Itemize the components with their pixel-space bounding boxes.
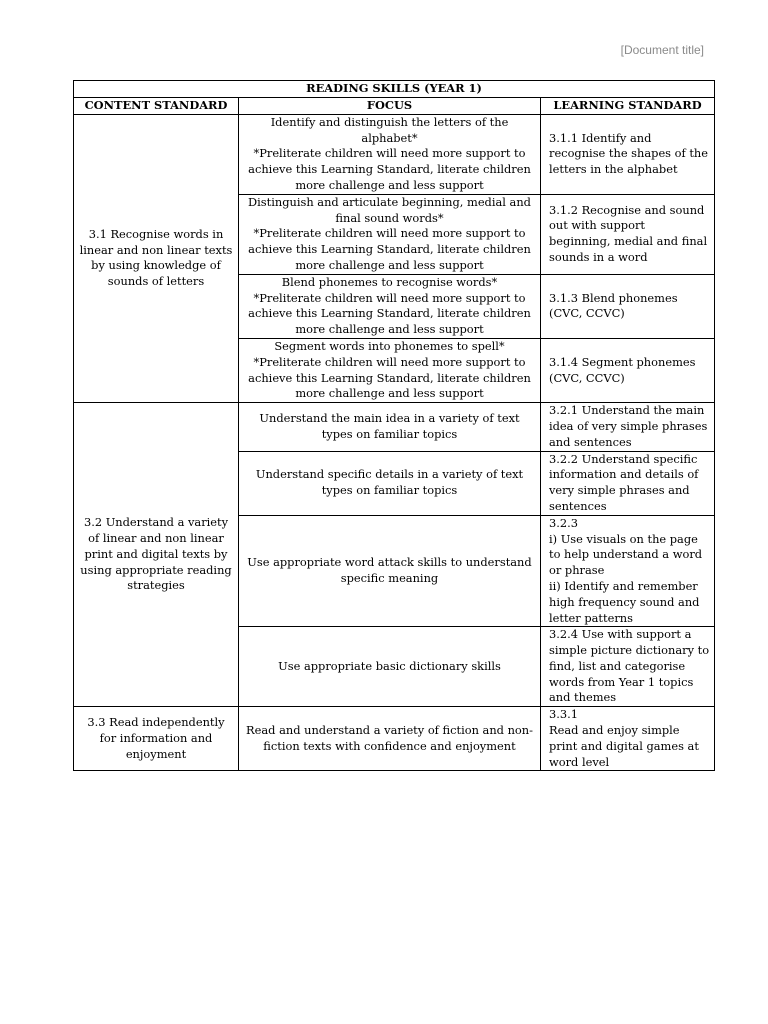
focus-cell: Understand specific details in a variety of text types on familiar topics (239, 451, 541, 515)
document-title: [Document title] (620, 43, 704, 57)
table-title: READING SKILLS (YEAR 1) (74, 81, 715, 98)
focus-cell: Read and understand a variety of fiction and non-fiction texts with confidence and enjoyment (239, 707, 541, 771)
learning-standard-cell: 3.2.1 Understand the main idea of very simple phrases and sentences (541, 403, 715, 451)
column-header-focus: FOCUS (239, 97, 541, 114)
column-header-content-standard: CONTENT STANDARD (74, 97, 239, 114)
learning-standard-cell: 3.1.3 Blend phonemes (CVC, CCVC) (541, 274, 715, 338)
table-row (74, 707, 715, 771)
table-row (74, 114, 715, 194)
learning-standard-cell: 3.3.1 Read and enjoy simple print and digital games at word level (541, 707, 715, 771)
focus-cell: Use appropriate basic dictionary skills (239, 627, 541, 707)
content-standard-cell: 3.2 Understand a variety of linear and non linear print and digital texts by using appropriate reading strategies (74, 403, 239, 707)
learning-standard-cell: 3.2.3 i) Use visuals on the page to help understand a word or phrase ii) Identify and remember high frequency sound and letter patterns (541, 515, 715, 627)
focus-cell: Distinguish and articulate beginning, medial and final sound words* *Preliterate children will need more support to achieve this Learning Standard, literate children more challenge and less support (239, 194, 541, 274)
content-standard-cell: 3.1 Recognise words in linear and non linear texts by using knowledge of sounds of letters (74, 114, 239, 402)
learning-standard-cell: 3.1.1 Identify and recognise the shapes of the letters in the alphabet (541, 114, 715, 194)
table-row (74, 403, 715, 451)
learning-standard-cell: 3.2.4 Use with support a simple picture dictionary to find, list and categorise words from Year 1 topics and themes (541, 627, 715, 707)
learning-standard-cell: 3.2.2 Understand specific information and details of very simple phrases and sentences (541, 451, 715, 515)
focus-cell: Segment words into phonemes to spell* *Preliterate children will need more support to achieve this Learning Standard, literate children more challenge and less support (239, 338, 541, 402)
learning-standard-cell: 3.1.4 Segment phonemes (CVC, CCVC) (541, 338, 715, 402)
learning-standard-cell: 3.1.2 Recognise and sound out with support beginning, medial and final sounds in a word (541, 194, 715, 274)
column-header-learning-standard: LEARNING STANDARD (541, 97, 715, 114)
focus-cell: Understand the main idea in a variety of text types on familiar topics (239, 403, 541, 451)
reading-skills-table (73, 80, 715, 771)
focus-cell: Use appropriate word attack skills to understand specific meaning (239, 515, 541, 627)
focus-cell: Identify and distinguish the letters of the alphabet* *Preliterate children will need more support to achieve this Learning Standard, literate children more challenge and less support (239, 114, 541, 194)
content-standard-cell: 3.3 Read independently for information and enjoyment (74, 707, 239, 771)
focus-cell: Blend phonemes to recognise words* *Preliterate children will need more support to achieve this Learning Standard, literate children more challenge and less support (239, 274, 541, 338)
